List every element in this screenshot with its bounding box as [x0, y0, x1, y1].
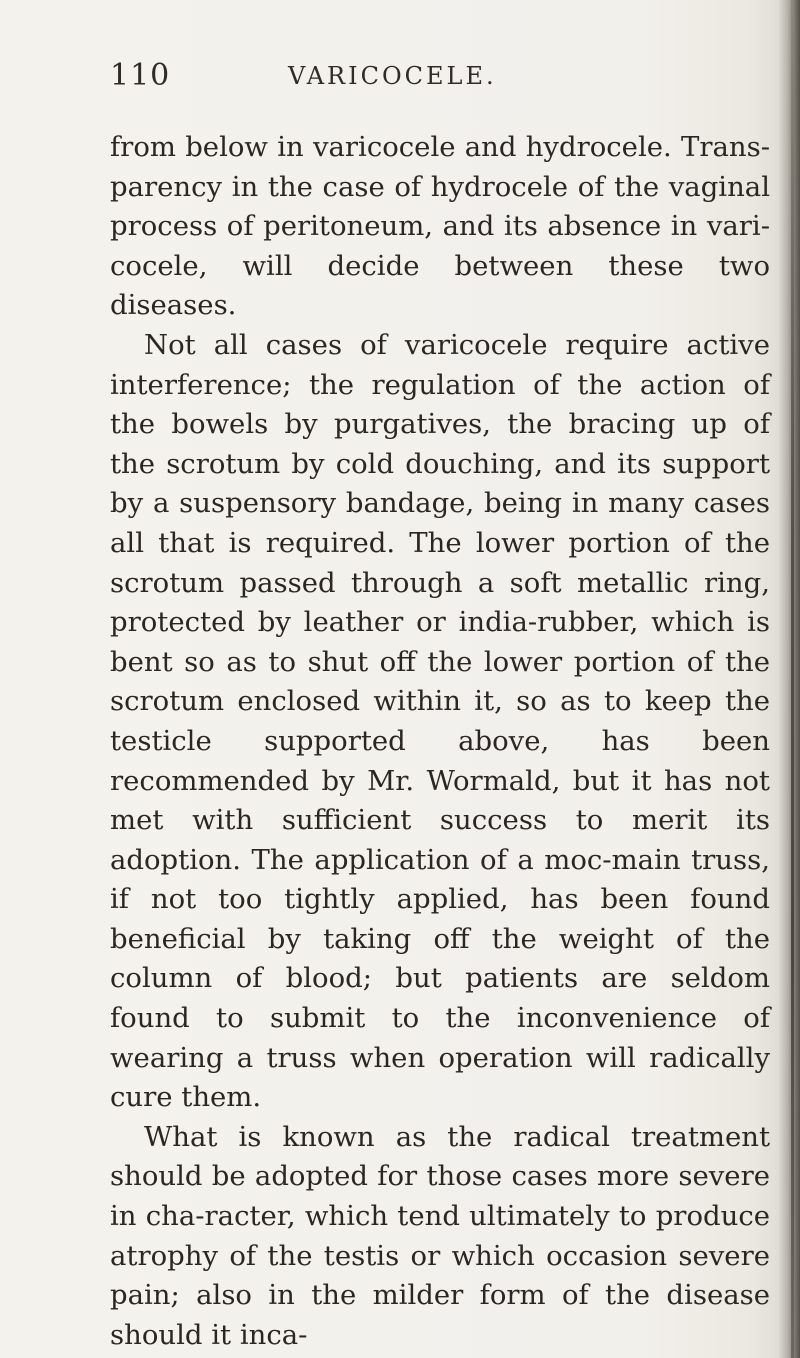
page-edge-shadow — [778, 0, 800, 1358]
paragraph-3: What is known as the radical treatment should be adopted for those cases more severe in cha-racter, which tend ultimately to produce atrophy of the testis or which occasion severe pain; also in the milder form of the disease should it inca- — [110, 1120, 770, 1351]
page-header — [110, 58, 760, 98]
paragraph-1: from below in varicocele and hydrocele. Trans-parency in the case of hydrocele of the vaginal process of peritoneum, and its absence in vari-cocele, will decide between these two diseases. — [110, 131, 770, 322]
body-text — [110, 128, 770, 1355]
running-head: VARICOCELE. — [288, 62, 497, 90]
binding-edge — [791, 0, 794, 1358]
paragraph-2: Not all cases of varicocele require active interference; the regulation of the action of the bowels by purgatives, the bracing up of the scrotum by cold douching, and its support by a suspensory bandage, being in many cases all that is required. The lower portion of the scrotum passed through a soft metallic ring, protected by leather or india-rubber, which is bent so as to shut off the lower portion of the scrotum enclosed within it, so as to keep the testicle supported above, has been recommended by Mr. Wormald, but it has not met with sufficient success to merit its adoption. The application of a moc-main truss, if not too tightly applied, has been found beneficial by taking off the weight of the column of blood; but patients are seldom found to submit to the inconvenience of wearing a truss when operation will radically cure them. — [110, 328, 770, 1114]
page-number: 110 — [110, 58, 171, 93]
